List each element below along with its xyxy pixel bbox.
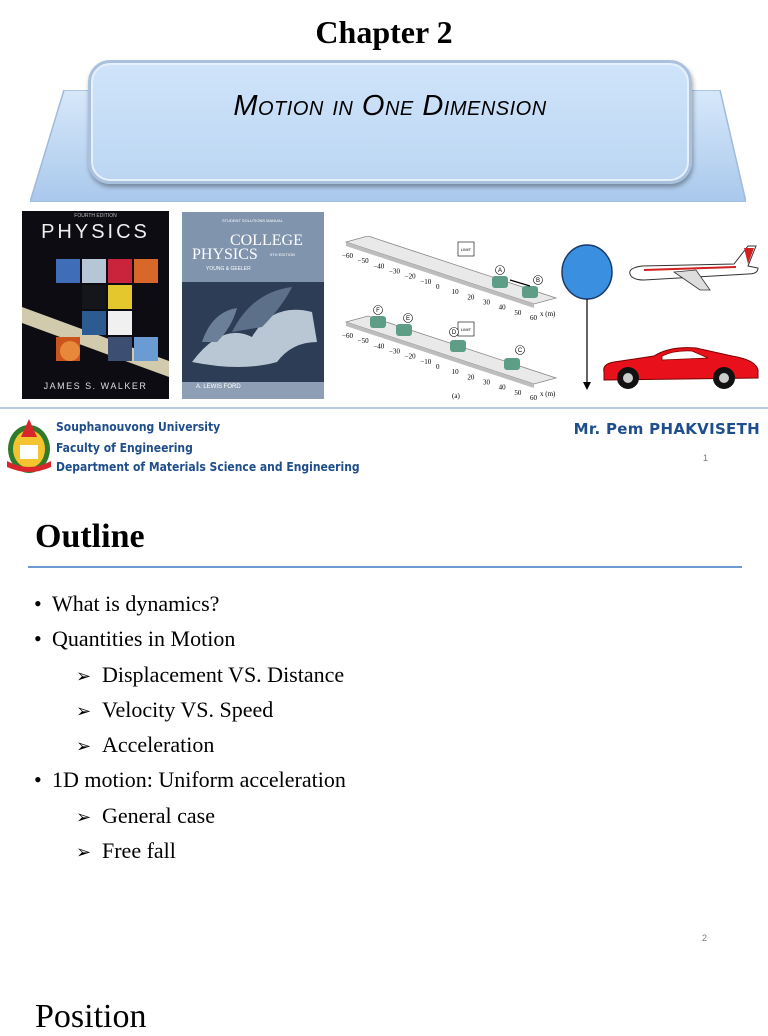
car-E-icon — [396, 324, 412, 336]
outline-item-text: Free fall — [102, 838, 176, 864]
outline-subitem — [34, 694, 734, 729]
tick-label: 50 — [514, 388, 522, 397]
bullet-icon: • — [34, 591, 42, 616]
tick-label: −40 — [373, 262, 385, 271]
tick-label: −30 — [389, 267, 400, 276]
outline-item — [34, 588, 734, 623]
point-label: C — [517, 348, 523, 354]
car-A-icon — [492, 276, 508, 288]
outline-item-text: Displacement VS. Distance — [102, 661, 345, 687]
arrow-bullet-icon: ➢ — [76, 700, 92, 721]
outline-item-text: Quantities in Motion — [52, 626, 236, 652]
sign-top-label: LIMIT — [460, 247, 472, 252]
point-label: F — [376, 308, 380, 314]
book2-edition: 9TH EDITION — [270, 252, 295, 257]
faculty-name: Faculty of Engineering — [56, 441, 193, 455]
diagram-caption: (a) — [452, 392, 460, 400]
physics-book-cover — [22, 211, 169, 399]
outline-item-text: General case — [102, 802, 215, 828]
page-number-1: 1 — [703, 453, 709, 463]
outline-item — [34, 623, 734, 658]
department-name: Department of Materials Science and Engineering — [56, 460, 360, 474]
outline-subitem — [34, 729, 734, 764]
tick-label: 0 — [436, 363, 440, 371]
car-D-icon — [450, 340, 466, 352]
arrow-bullet-icon: ➢ — [76, 806, 92, 827]
tick-label: 0 — [436, 283, 440, 291]
outline-title: Outline — [35, 518, 145, 555]
outline-item — [34, 764, 734, 799]
chapter-heading: Chapter 2 — [315, 14, 453, 50]
page-number-2: 2 — [702, 933, 708, 943]
tick-label: −40 — [373, 342, 385, 351]
tick-label: −20 — [404, 272, 416, 281]
outline-item-text: What is dynamics? — [52, 591, 220, 616]
footer-divider — [0, 407, 768, 409]
tick-label: 10 — [451, 288, 459, 297]
sports-car-icon — [600, 342, 762, 392]
arrow-bullet-icon: ➢ — [76, 665, 92, 686]
book-title: PHYSICS — [41, 221, 150, 243]
book2-title2: PHYSICS — [192, 246, 258, 263]
tick-label: −10 — [420, 357, 432, 366]
tick-label: 30 — [483, 378, 490, 387]
point-label: A — [497, 268, 503, 274]
point-label: B — [535, 278, 541, 284]
axis-label-top: x (m) — [540, 310, 556, 318]
car-C-icon — [504, 358, 520, 370]
tick-label: 60 — [530, 394, 537, 402]
tick-label: 20 — [467, 293, 475, 302]
tick-label: 20 — [467, 373, 475, 382]
tick-label: −50 — [357, 337, 369, 346]
tick-label: 60 — [530, 314, 537, 322]
outline-item-text: Acceleration — [102, 732, 215, 758]
outline-item-text: 1D motion: Uniform acceleration — [52, 767, 346, 793]
axis-label-bottom: x (m) — [540, 390, 556, 398]
arrow-bullet-icon: ➢ — [76, 842, 92, 863]
slide-title: Motion in One Dimension — [233, 90, 547, 122]
arrow-bullet-icon: ➢ — [76, 736, 92, 757]
tick-label: −60 — [342, 252, 353, 260]
airplane-icon — [624, 240, 760, 296]
outline-item-text: Velocity VS. Speed — [102, 696, 274, 722]
car-F-icon — [370, 316, 386, 328]
tick-label: 40 — [498, 303, 506, 312]
motion-diagram — [334, 236, 564, 402]
car-B-icon — [522, 286, 538, 298]
book2-author: A. LEWIS FORD — [196, 384, 241, 390]
university-name: Souphanouvong University — [56, 420, 221, 434]
point-label: E — [405, 316, 411, 322]
author-name: Mr. Pem PHAKVISETH — [573, 420, 760, 438]
point-label: D — [451, 330, 457, 336]
tick-label: −60 — [342, 332, 353, 340]
tick-label: 10 — [451, 368, 459, 377]
book-edition: FOURTH EDITION — [74, 213, 117, 219]
position-title: Position — [35, 998, 147, 1035]
outline-subitem — [34, 800, 734, 835]
tick-label: −20 — [404, 352, 416, 361]
sign-bottom-label: LIMIT — [460, 327, 472, 332]
outline-subitem — [34, 659, 734, 694]
book2-small: STUDENT SOLUTIONS MANUAL — [222, 218, 283, 223]
college-physics-book-cover — [182, 212, 324, 399]
tick-label: 30 — [483, 298, 490, 307]
tick-label: 40 — [498, 383, 506, 392]
university-logo-icon — [5, 415, 53, 477]
outline-rule — [28, 566, 742, 568]
bullet-icon: • — [34, 626, 42, 652]
tick-label: −50 — [357, 257, 369, 266]
outline-list — [34, 588, 734, 870]
tick-label: 50 — [514, 308, 522, 317]
book2-title1: COLLEGE — [230, 232, 303, 249]
bullet-icon: • — [34, 767, 42, 793]
outline-subitem — [34, 835, 734, 870]
book-author: JAMES S. WALKER — [43, 381, 148, 391]
tick-label: −30 — [389, 347, 400, 356]
book2-authors: YOUNG & GEELER — [206, 266, 251, 272]
tick-label: −10 — [420, 277, 432, 286]
